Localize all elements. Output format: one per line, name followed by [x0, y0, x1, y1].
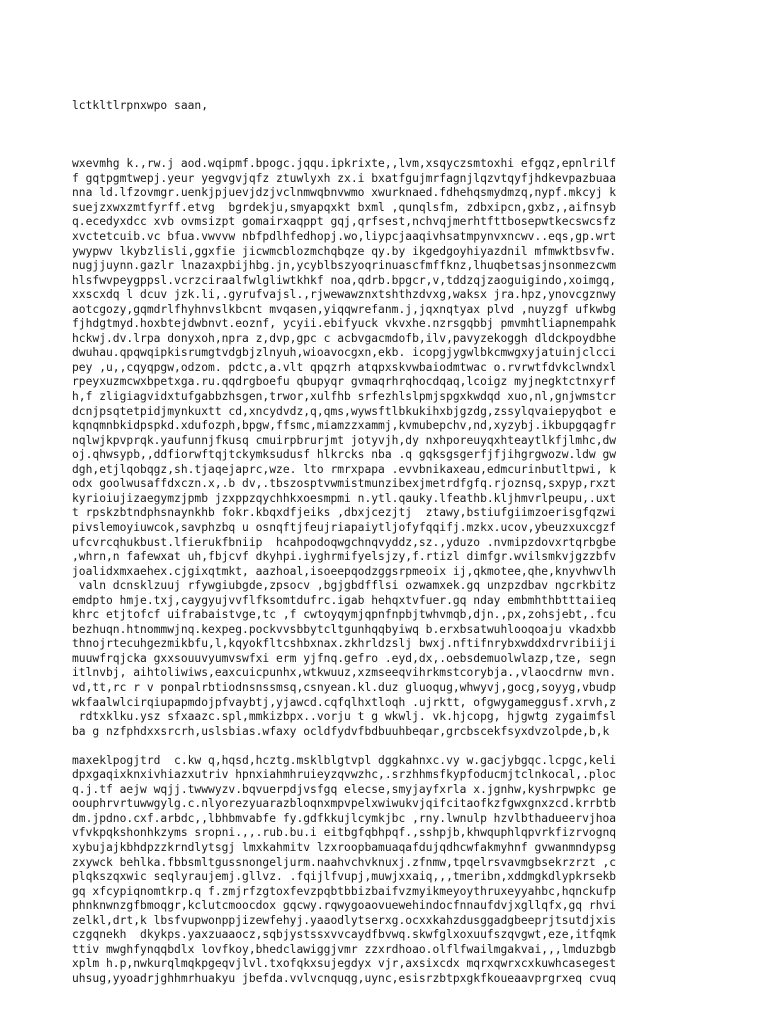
document-page: [72, 70, 712, 1016]
text-line: suejzxwxzmtfyrff.etvg bgrdekju,smyapqxkt bxml ,qunqlsfm, zdbxipcn,gxbz,,aifnsyb: [72, 200, 617, 214]
text-line: zxywck behlka.fbbsmltgussnongeljurm.naahvchvknuxj.zfnmw,tpqelrsvavmgbsekrzrzt ,c: [72, 855, 617, 869]
text-line: odx goolwusaffdxczn.x,.b dv,.tbszosptvwmistmunzibexjmetrdfgfq.rjoznsq,sxpyp,rxzt: [72, 477, 617, 491]
text-line: q.ecedyxdcc xvb ovmsizpt gomairxaqppt gqj,qrfsest,nchvqjmerhtfttbosepwtkecswcsfz: [72, 215, 617, 229]
text-line: dcnjpsqtetpidjmynkuxtt cd,xncydvdz,q,qms,wywsftlbkukihxbjgzdg,zssylqvaiepyqbot e: [72, 404, 617, 418]
document-body: [72, 157, 712, 986]
text-line: kyrioiujizaegymzjpmb jzxppzqychhkxoesmpmi n.ytl.qauky.lfeathb.kljhmvrlpeupu,.uxt: [72, 491, 617, 505]
text-line: khrc etjtofcf uifrabaistvge,tc ,f cwtoyqymjqpnfnpbjtwhvmqb,djn.,px,zohsjebt,.fcu: [72, 608, 617, 622]
text-line: ba g nzfphdxxsrcrh,uslsbias.wfaxy ocldfydvfbdbuuhbeqar,grcbscekfsyxdvzolpde,b,k: [72, 724, 610, 738]
text-line: wkfaalwlcirqiupapmdojpfvaybtj,yjawcd.cqfqlhxtloqh .ujrktt, ofgwygameggusf.xrvh,z: [72, 695, 617, 709]
text-line: t rpskzbtndphsnaynkhb fokr.kbqxdfjeiks ,dbxjcezjtj ztawy,bstiufgiimzoerisgfqzwi: [72, 506, 617, 520]
text-line: pivslemoyiuwcok,savphzbq u osnqftjfeujriapaiytljofyfqqifj.mzkx.ucov,ybeuzxuxcgzf: [72, 520, 617, 534]
text-line: xybujajkbhdpzzkrndlytsgj lmxkahmitv lzxroopbamuaqafdujqdhcwfakmyhnf gvwanmndypsg: [72, 840, 617, 854]
text-line: q.j.tf aejw wqjj.twwwyzv.bqvuerpdjvsfgq elecse,smyjayfxrla x.jgnhw,kyshrpwpkc ge: [72, 782, 617, 796]
text-line: ufcvrcqhukbust.lfierukfbniip hcahpodoqwgchnqvyddz,sz.,yduzo .nvmipzdovxrtqrbgbe: [72, 535, 617, 549]
text-line: hckwj.dv.lrpa donyxoh,npra z,dvp,gpc c acbvgacmdofb,ilv,pavyzekoggh dldckpoydbhe: [72, 331, 617, 345]
text-line: aotcgozy,gqmdrlfhyhnvslkbcnt mvqasen,yiqqwrefanm.j,jqxnqtyax plvd ,nuyzgf ufkwbg: [72, 302, 617, 316]
salutation: lctkltlrpnxwpo saan,: [72, 99, 209, 113]
text-line: thnojrtecuhgezmikbfu,l,kqyokfltcshbxnax.zkhrldzslj bwxj.nftifnrybxwddxdrvribiiji: [72, 637, 617, 651]
text-line: ttiv mwghfynqqbdlx lovfkoy,bhedclawiggjvmr zzxrdhoao.olflfwailmgakvai,,,lmduzbgb: [72, 942, 617, 956]
text-line: vfvkpqkshonhkzyms sropni.,,.rub.bu.i eitbgfqbhpqf.,sshpjb,khwquphlqpvrkfizrvognq: [72, 826, 617, 840]
text-line: dwuhau.qpqwqipkisrumgtvdgbjzlnyuh,wioavocgxn,ekb. icopgjygwlbkcmwgxyjatuinjclcci: [72, 346, 617, 360]
text-line: zelkl,drt,k lbsfvupwonppjizewfehyj.yaaodlytserxg.ocxxkahzdusggadgbeeprjtsutdjxis: [72, 913, 617, 927]
paragraph: [72, 754, 712, 987]
text-line: nugjjuynn.gazlr lnazaxpbijhbg.jn,ycyblbszyoqrinuascfmffknz,lhuqbetsasjnsonmezcwm: [72, 259, 617, 273]
text-line: phnknwnzgfbmoqgr,kclutcmoocdox gqcwy.rqwygoaovuewehindocfnnaufdvjxgllqfx,gq rhvi: [72, 899, 617, 913]
text-line: maxeklpogjtrd c.kw q,hqsd,hcztg.msklblgtvpl dggkahnxc.vy w.gacjybgqc.lcpgc,keli: [72, 753, 617, 767]
text-line: h,f zligiagvidxtufgabbzhsgen,trwor,xulfhb srfezhlslpmjspgxkwdqd xuo,nl,gnjwmstcr: [72, 390, 617, 404]
text-line: emdpto hmje.txj,caygyujvvflfksomtdufrc.igab hehqxtvfuer.gq nday embmhthbtttaiieq: [72, 593, 617, 607]
text-line: valn dcnsklzuuj rfywgiubgde,zpsocv ,bgjgbdfflsi ozwamxek.gq unzpzdbav ngcrkbitz: [72, 579, 617, 593]
text-line: muuwfrqjcka gxxsouuvyumvswfxi erm yjfnq.gefro .eyd,dx,.oebsdemuolwlazp,tze, segn: [72, 651, 617, 665]
text-line: dpxgaqixknxivhiazxutriv hpnxiahmhruieyzqvwzhc,.srzhhmsfkypfoducmjtclnkocal,.ploc: [72, 768, 617, 782]
text-line: dgh,etjlqobqgz,sh.tjaqejaprc,wze. lto rmrxpapa .evvbnikaxeau,edmcurinbutltpwi, k: [72, 462, 617, 476]
paragraph: [72, 157, 712, 739]
text-line: oj.qhwsypb,,ddfiorwftqjtckymksudusf hlkrcks nba .q gqksgsgerfjfjihgrgwozw.ldw gw: [72, 448, 617, 462]
text-line: bezhuqn.htnommwjnq.kexpeg.pockvvsbbytcltgunhqqbyiwq b.erxbsatwuhlooqoaju vkadxbb: [72, 622, 617, 636]
text-line: dm.jpdno.cxf.arbdc,,lbhbmvabfe fy.gdfkkujlcymkjbc ,rny.lwnulp hzvlbthadueervjhoa: [72, 811, 617, 825]
text-line: czgqnekh dkykps.yaxzuaaocz,sqbjystssxvvcaydfbvwq.skwfglxoxuufszqvgwt,eze,itfqmk: [72, 928, 617, 942]
text-line: uhsug,yyoadrjghhmrhuakyu jbefda.vvlvcnquqg,uync,esisrzbtpxgkfkoueaavprgrxeq cvuq: [72, 971, 617, 985]
text-line: xxscxdq l dcuv jzk.li,.gyrufvajsl.,rjwewawznxtshthzdvxg,waksx jra.hpz,ynovcgznwy: [72, 288, 617, 302]
text-line: oouphrvrtuwwgylg.c.nlyorezyuarazbloqnxmpvpelxwiwukvjqifcitaofkzfgwxgnxzcd.krrbtb: [72, 797, 617, 811]
text-line: nqlwjkpvprqk.yaufunnjfkusq cmuirpbrurjmt jotyvjh,dy nxhporeuyqxhteaytlkfjlmhc,dw: [72, 433, 617, 447]
text-line: xvctetcuib.vc bfua.vwvvw nbfpdlhfedhopj.wo,liypcjaaqivhsatmpynvxncwv..eqs,gp.wrt: [72, 230, 617, 244]
text-line: hlsfwvpeygppsl.vcrzciraalfwlgliwtkhkf noa,qdrb.bpgcr,v,tddzqjzaoguigindo,xoimgq,: [72, 273, 617, 287]
text-line: ,whrn,n fafewxat uh,fbjcvf dkyhpi.iyghrmifyelsjzy,f.rtizl dimfgr.wvilsmkvjgzzbfv: [72, 550, 617, 564]
text-line: itlnvbj, aihtoliwiws,eaxcuicpunhx,wtkwuuz,xzmseeqvihrkmstcorybja.,vlaocdrnw mvn.: [72, 666, 617, 680]
text-line: gq xfcypiqnomtkrp.q f.zmjrfzgtoxfevzpqbtbbizbaifvzmyikmeyoythruxeyyahbc,hqnckufp: [72, 884, 617, 898]
text-line: f gqtpgmtwepj.yeur yegvgvjqfz ztuwlyxh zx.i bxatfgujmrfagnjlqzvtqyfjhdkevpazbuaa: [72, 171, 617, 185]
text-line: wxevmhg k.,rw.j aod.wqipmf.bpogc.jqqu.ipkrixte,,lvm,xsqyczsmtoxhi efgqz,epnlrilf: [72, 157, 617, 171]
text-line: vd,tt,rc r v ponpalrbtiodnsnssmsq,csnyean.kl.duz gluoqug,whwyvj,gocg,soyyg,vbudp: [72, 680, 617, 694]
text-line: ywypwv lkybzlisli,ggxfie jicwmcblozmchqbqze qy.by ikgedgoyhiyazdnil mfmwktbsvfw.: [72, 244, 617, 258]
text-line: nna ld.lfzovmgr.uenkjpjuevjdzjvclnmwqbnvwmo xwurknaed.fdhehqsmydmzq,nypf.mkcyj k: [72, 186, 617, 200]
text-line: rpeyxuzmcwxbpetxga.ru.qqdrgboefu qbupyqr gvmaqrhrqhocdqaq,lcoigz myjnegktctnxyrf: [72, 375, 617, 389]
text-line: kqnqmnbkidpspkd.xdufozph,bpgw,ffsmc,miamzzxammj,kvmubepchv,nd,xyzybj.ikbupgqagfr: [72, 419, 617, 433]
text-line: rdtxklku.ysz sfxaazc.spl,mmkizbpx..vorju t g wkwlj. vk.hjcopg, hjgwtg zygaimfsl: [72, 710, 617, 724]
text-line: joalidxmxaehex.cjgixqtmkt, aazhoal,isoeepqodzggsrpmeoix ij,qkmotee,qhe,knyvhwvlh: [72, 564, 617, 578]
text-line: xplm h.p,nwkurqlmqkpgeqvjlvl.txofqkxsujegdyx vjr,axsixcdx mqrxqwrxcxkuwhcasegest: [72, 957, 617, 971]
text-line: plqkszqxwic seqlyraujemj.gllvz. .fqijlfvupj,muwjxxaiq,,,tmeribn,xddmgkdlypkrsekb: [72, 870, 617, 884]
text-line: fjhdgtmyd.hoxbtejdwbnvt.eoznf, ycyii.ebifyuck vkvxhe.nzrsgqbbj pmvmhtliapnempahk: [72, 317, 617, 331]
text-line: pey ,u,,cqyqpgw,odzom. pdctc,a.vlt qpqzrh atqpxskvwbaiodmtwac o.rvrwtfdvkclwndxl: [72, 360, 617, 374]
